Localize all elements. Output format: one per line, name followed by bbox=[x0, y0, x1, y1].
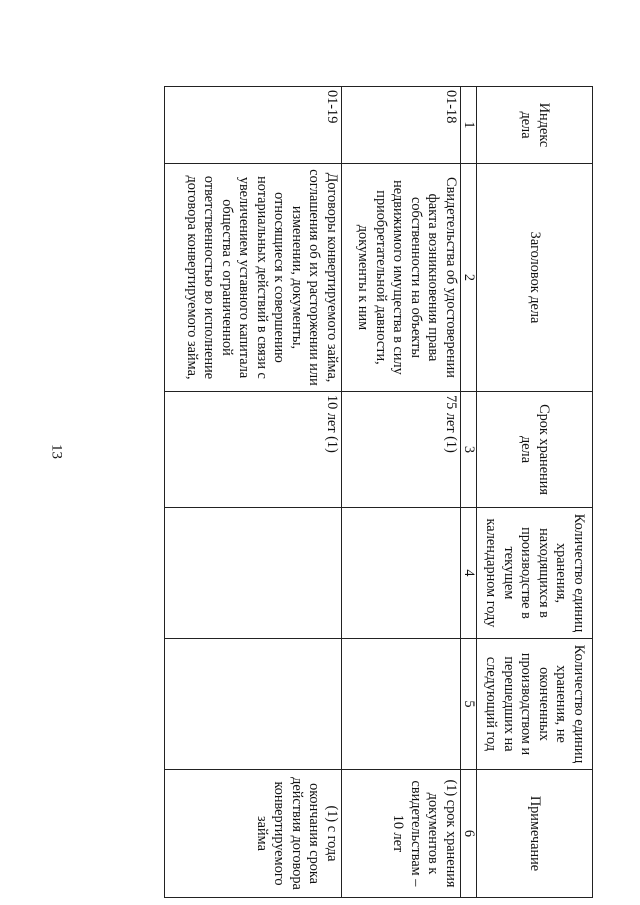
table-row bbox=[165, 87, 342, 898]
row-title: Договоры конвертируемого займа, соглашения об их расторжении или изменении, документы, относящиеся к совершению нотариальных действий в связи с увеличением уставного капитала общества с ограниченной ответственностью во исполнение договора конвертируемого займа, bbox=[165, 164, 342, 392]
header-note: Примечание bbox=[477, 770, 593, 898]
row-not-finished bbox=[165, 639, 342, 770]
column-number: 4 bbox=[461, 508, 477, 639]
table-header-row bbox=[477, 87, 593, 898]
page-number: 13 bbox=[48, 444, 65, 459]
row-in-progress bbox=[342, 508, 461, 639]
column-number: 1 bbox=[461, 87, 477, 164]
column-number: 6 bbox=[461, 770, 477, 898]
header-in-progress: Количество единиц хранения, находящихся в производстве в текущем календарном году bbox=[477, 508, 593, 639]
column-number: 2 bbox=[461, 164, 477, 392]
document-sheet bbox=[86, 86, 593, 897]
column-numbers-row bbox=[461, 87, 477, 898]
row-title: Свидетельства об удостоверении факта возникновения права собственности на объекты недвижимого имущества в силу приобретательной давности, документы к ним bbox=[342, 164, 461, 392]
header-not-finished: Количество единиц хранения, не оконченных производством и перешедших на следующий год bbox=[477, 639, 593, 770]
row-term: 10 лет (1) bbox=[165, 392, 342, 508]
row-note: (1) с года окончания срока действия договора конвертируемого займа bbox=[165, 770, 342, 898]
column-number: 5 bbox=[461, 639, 477, 770]
row-index: 01-19 bbox=[165, 87, 342, 164]
row-term: 75 лет (1) bbox=[342, 392, 461, 508]
row-index: 01-18 bbox=[342, 87, 461, 164]
row-in-progress bbox=[165, 508, 342, 639]
row-not-finished bbox=[342, 639, 461, 770]
header-term: Срок хранения дела bbox=[477, 392, 593, 508]
header-title: Заголовок дела bbox=[477, 164, 593, 392]
column-number: 3 bbox=[461, 392, 477, 508]
table-row bbox=[342, 87, 461, 898]
row-note: (1) срок хранения документов к свидетельствам – 10 лет bbox=[342, 770, 461, 898]
header-index: Индекс дела bbox=[477, 87, 593, 164]
nomenclature-table bbox=[164, 86, 593, 898]
